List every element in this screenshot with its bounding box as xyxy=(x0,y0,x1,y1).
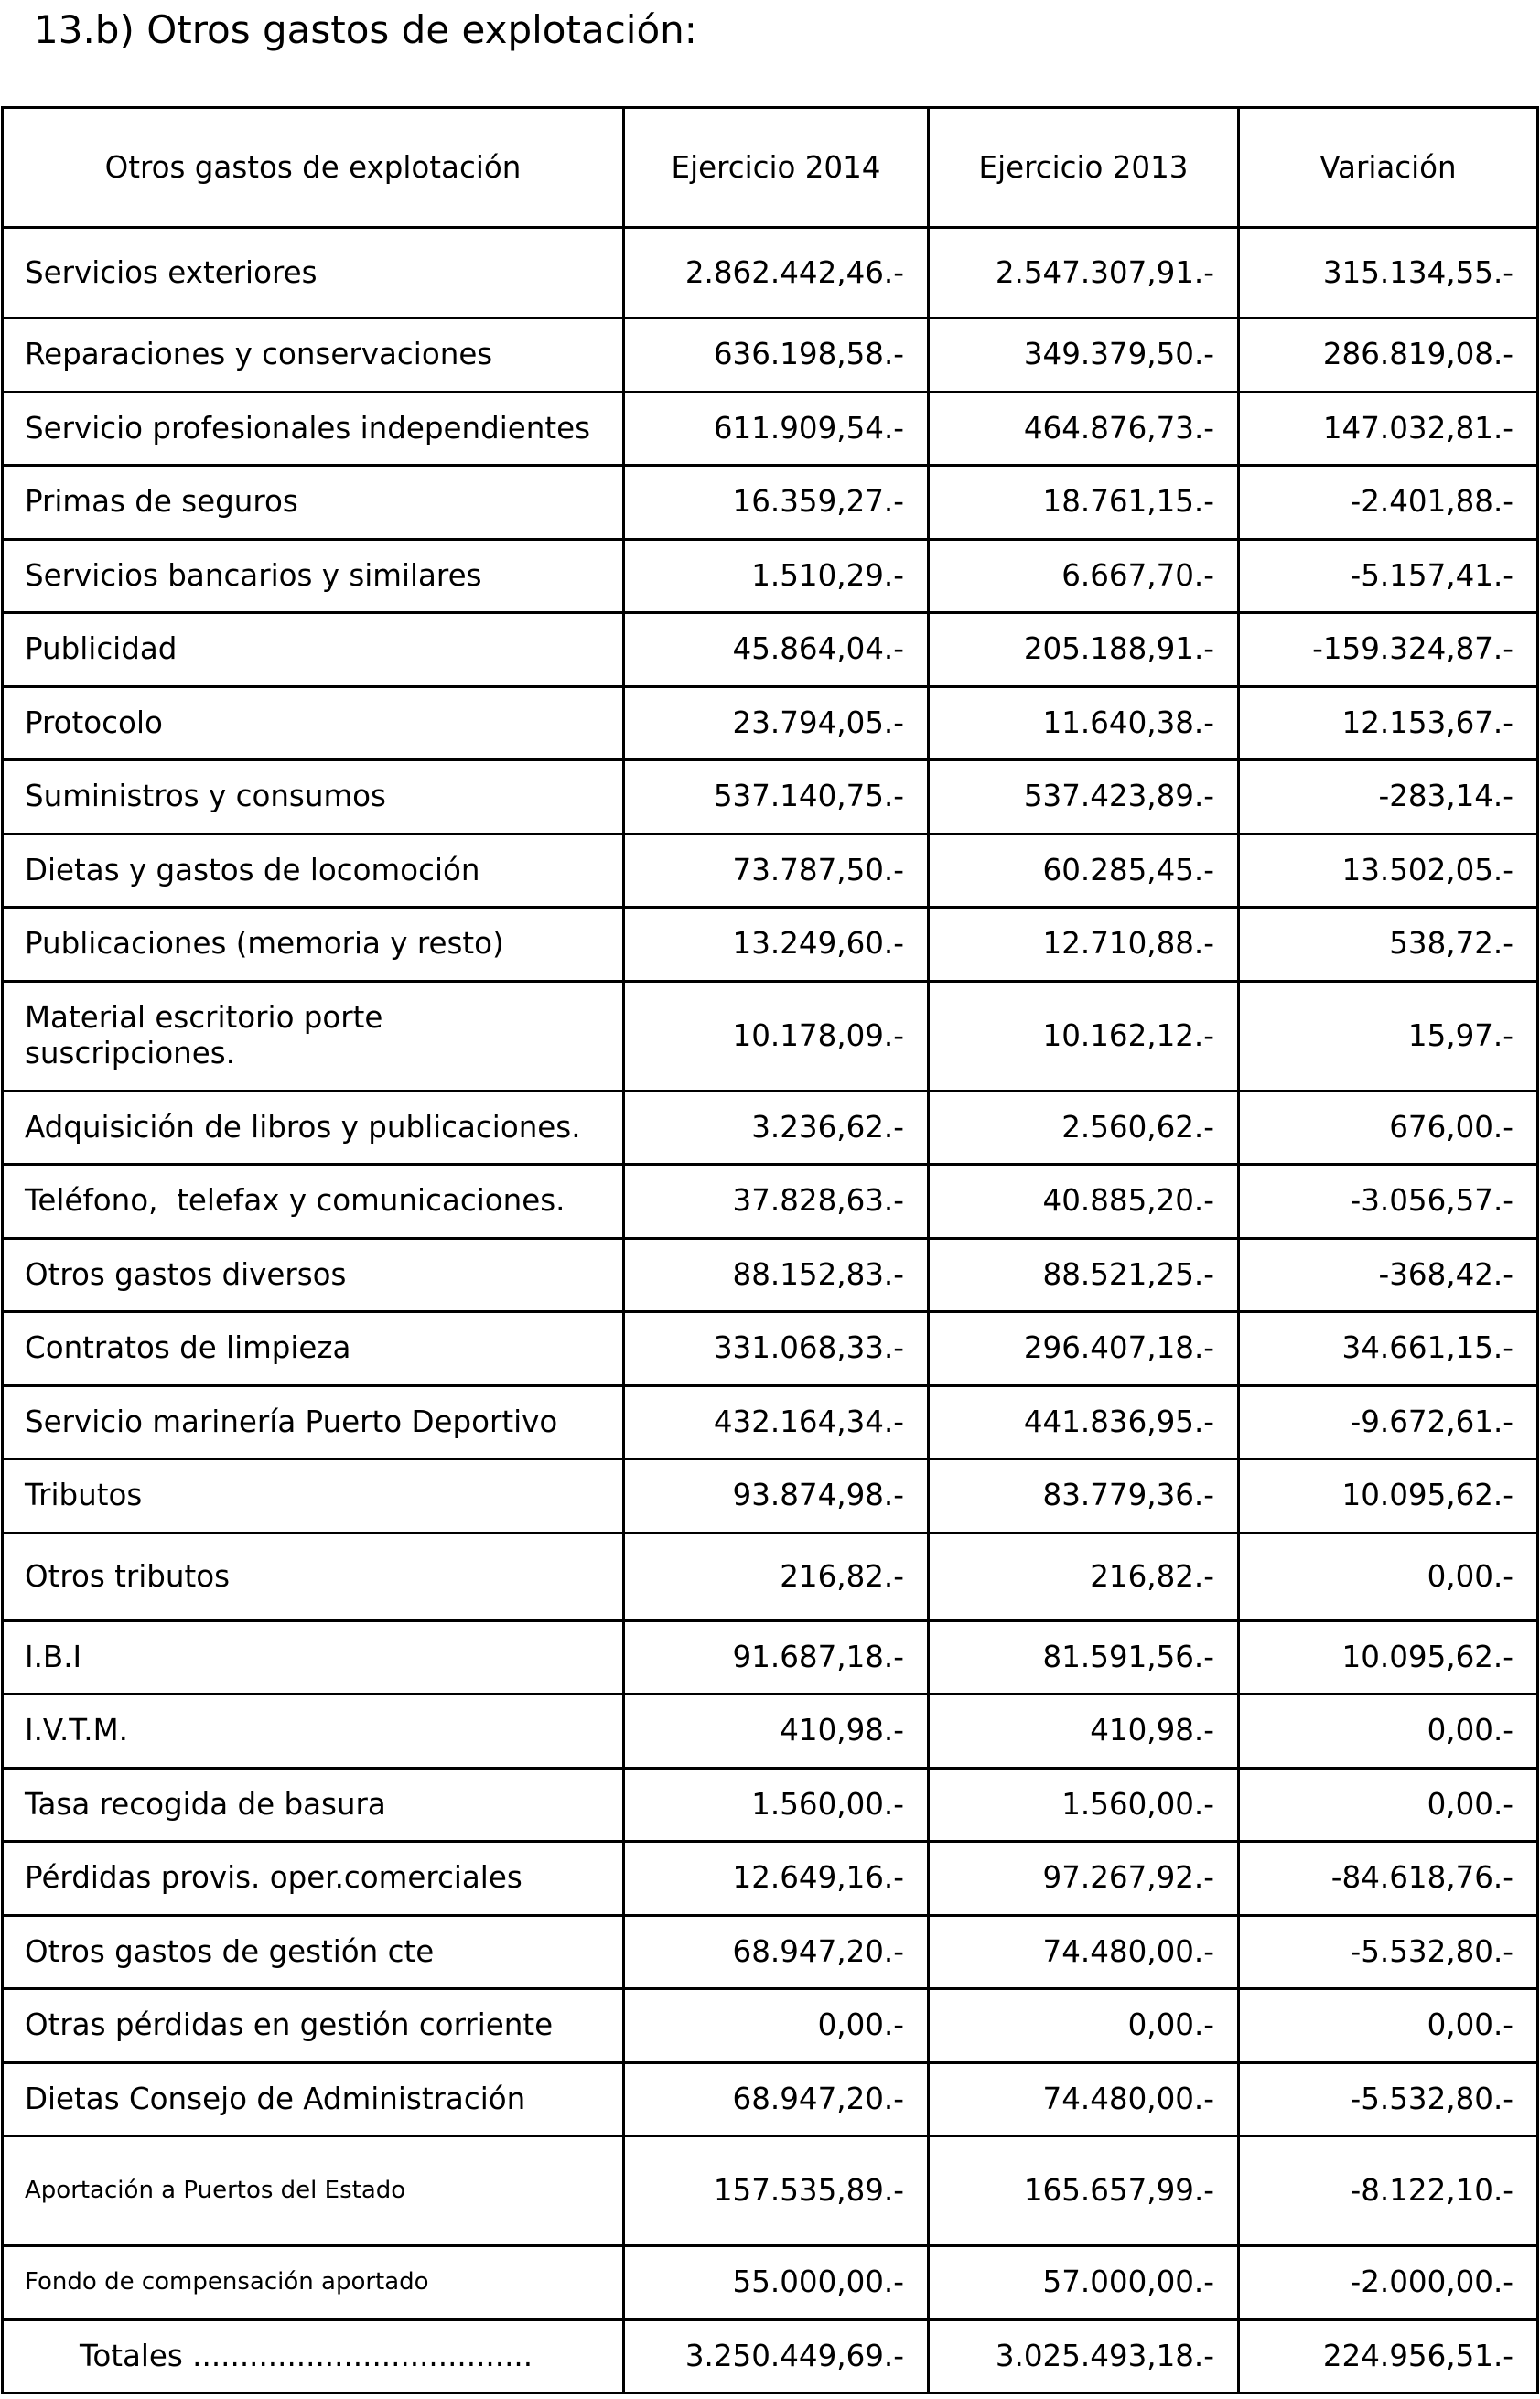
amount-2013-cell: 2.547.307,91.- xyxy=(930,229,1240,317)
expense-row xyxy=(4,835,1539,909)
expense-row xyxy=(4,983,1539,1092)
amount-2013-cell: 1.560,00.- xyxy=(930,1770,1240,1841)
amount-2014-cell: 68.947,20.- xyxy=(625,2064,930,2135)
variation-cell: -368,42.- xyxy=(1240,1240,1539,1311)
concept-cell: Suministros y consumos xyxy=(4,761,625,833)
amount-2013-cell: 349.379,50.- xyxy=(930,319,1240,391)
amount-2013-cell: 2.560,62.- xyxy=(930,1092,1240,1164)
expense-table xyxy=(1,106,1539,2394)
variation-cell: -2.401,88.- xyxy=(1240,467,1539,538)
expense-row xyxy=(4,1622,1539,1696)
concept-cell: Otros tributos xyxy=(4,1534,625,1619)
amount-2014-cell: 216,82.- xyxy=(625,1534,930,1619)
amount-2014-cell: 2.862.442,46.- xyxy=(625,229,930,317)
concept-cell: Servicios exteriores xyxy=(4,229,625,317)
concept-cell: Teléfono, telefax y comunicaciones. xyxy=(4,1166,625,1237)
amount-2014-cell: 91.687,18.- xyxy=(625,1622,930,1694)
expense-row xyxy=(4,761,1539,835)
amount-2014-cell: 410,98.- xyxy=(625,1695,930,1767)
amount-2013-cell: 11.640,38.- xyxy=(930,688,1240,759)
amount-2014-cell: 331.068,33.- xyxy=(625,1313,930,1384)
amount-2013-cell: 83.779,36.- xyxy=(930,1460,1240,1532)
concept-cell: Tasa recogida de basura xyxy=(4,1770,625,1841)
amount-2013-cell: 74.480,00.- xyxy=(930,2064,1240,2135)
variation-cell: 286.819,08.- xyxy=(1240,319,1539,391)
amount-2013-cell: 74.480,00.- xyxy=(930,1917,1240,1988)
amount-2014-cell: 73.787,50.- xyxy=(625,835,930,907)
concept-cell: Tributos xyxy=(4,1460,625,1532)
amount-2014-cell: 611.909,54.- xyxy=(625,393,930,465)
concept-cell: Dietas Consejo de Administración xyxy=(4,2064,625,2135)
amount-2013-cell: 12.710,88.- xyxy=(930,909,1240,980)
amount-2014-cell: 23.794,05.- xyxy=(625,688,930,759)
expense-row xyxy=(4,1695,1539,1770)
variation-cell: 10.095,62.- xyxy=(1240,1622,1539,1694)
table-header-row xyxy=(4,109,1539,229)
expense-row xyxy=(4,1460,1539,1534)
amount-2014-cell: 10.178,09.- xyxy=(625,983,930,1090)
totals-variation-cell: 224.956,51.- xyxy=(1240,2321,1539,2393)
amount-2014-cell: 68.947,20.- xyxy=(625,1917,930,1988)
concept-cell: Dietas y gastos de locomoción xyxy=(4,835,625,907)
amount-2013-cell: 60.285,45.- xyxy=(930,835,1240,907)
concept-cell: Material escritorio porte suscripciones. xyxy=(4,983,625,1090)
expense-row xyxy=(4,1166,1539,1240)
expense-row xyxy=(4,909,1539,983)
concept-cell: Servicios bancarios y similares xyxy=(4,541,625,612)
totals-2013-cell: 3.025.493,18.- xyxy=(930,2321,1240,2393)
expense-row xyxy=(4,229,1539,319)
variation-cell: 0,00.- xyxy=(1240,1770,1539,1841)
concept-cell: Otras pérdidas en gestión corriente xyxy=(4,1990,625,2061)
amount-2013-cell: 0,00.- xyxy=(930,1990,1240,2061)
expense-row xyxy=(4,393,1539,468)
variation-cell: 0,00.- xyxy=(1240,1695,1539,1767)
amount-2014-cell: 1.560,00.- xyxy=(625,1770,930,1841)
amount-2014-cell: 12.649,16.- xyxy=(625,1843,930,1914)
expense-row xyxy=(4,1387,1539,1461)
variation-cell: -5.532,80.- xyxy=(1240,1917,1539,1988)
expense-row xyxy=(4,1240,1539,1314)
amount-2013-cell: 10.162,12.- xyxy=(930,983,1240,1090)
variation-cell: 538,72.- xyxy=(1240,909,1539,980)
expense-row xyxy=(4,2064,1539,2138)
concept-cell: Aportación a Puertos del Estado xyxy=(4,2137,625,2244)
concept-cell: I.B.I xyxy=(4,1622,625,1694)
variation-cell: 12.153,67.- xyxy=(1240,688,1539,759)
amount-2013-cell: 165.657,99.- xyxy=(930,2137,1240,2244)
amount-2014-cell: 432.164,34.- xyxy=(625,1387,930,1458)
variation-cell: -8.122,10.- xyxy=(1240,2137,1539,2244)
amount-2013-cell: 81.591,56.- xyxy=(930,1622,1240,1694)
column-header-2014: Ejercicio 2014 xyxy=(625,109,930,226)
concept-cell: Servicio marinería Puerto Deportivo xyxy=(4,1387,625,1458)
variation-cell: -2.000,00.- xyxy=(1240,2247,1539,2318)
concept-cell: Adquisición de libros y publicaciones. xyxy=(4,1092,625,1164)
amount-2014-cell: 13.249,60.- xyxy=(625,909,930,980)
amount-2014-cell: 1.510,29.- xyxy=(625,541,930,612)
variation-cell: 147.032,81.- xyxy=(1240,393,1539,465)
amount-2014-cell: 45.864,04.- xyxy=(625,614,930,685)
variation-cell: 0,00.- xyxy=(1240,1534,1539,1619)
column-header-2013: Ejercicio 2013 xyxy=(930,109,1240,226)
expense-row xyxy=(4,1313,1539,1387)
variation-cell: -3.056,57.- xyxy=(1240,1166,1539,1237)
amount-2013-cell: 537.423,89.- xyxy=(930,761,1240,833)
amount-2014-cell: 55.000,00.- xyxy=(625,2247,930,2318)
amount-2014-cell: 157.535,89.- xyxy=(625,2137,930,2244)
amount-2013-cell: 464.876,73.- xyxy=(930,393,1240,465)
expense-row xyxy=(4,1770,1539,1844)
section-title: 13.b) Otros gastos de explotación: xyxy=(34,7,697,52)
amount-2013-cell: 216,82.- xyxy=(930,1534,1240,1619)
amount-2013-cell: 296.407,18.- xyxy=(930,1313,1240,1384)
concept-cell: Publicidad xyxy=(4,614,625,685)
variation-cell: 34.661,15.- xyxy=(1240,1313,1539,1384)
amount-2013-cell: 57.000,00.- xyxy=(930,2247,1240,2318)
variation-cell: 676,00.- xyxy=(1240,1092,1539,1164)
column-header-variation: Variación xyxy=(1240,109,1539,226)
variation-cell: 0,00.- xyxy=(1240,1990,1539,2061)
expense-row xyxy=(4,1534,1539,1622)
amount-2014-cell: 37.828,63.- xyxy=(625,1166,930,1237)
column-header-concept: Otros gastos de explotación xyxy=(4,109,625,226)
variation-cell: -84.618,76.- xyxy=(1240,1843,1539,1914)
expense-row xyxy=(4,1843,1539,1917)
amount-2013-cell: 410,98.- xyxy=(930,1695,1240,1767)
expense-row xyxy=(4,541,1539,615)
expense-row xyxy=(4,614,1539,688)
expense-row xyxy=(4,2247,1539,2321)
expense-row xyxy=(4,1990,1539,2064)
concept-cell: Contratos de limpieza xyxy=(4,1313,625,1384)
totals-row xyxy=(4,2321,1539,2395)
variation-cell: -9.672,61.- xyxy=(1240,1387,1539,1458)
concept-cell: Otros gastos diversos xyxy=(4,1240,625,1311)
concept-cell: Reparaciones y conservaciones xyxy=(4,319,625,391)
expense-row xyxy=(4,467,1539,541)
amount-2013-cell: 205.188,91.- xyxy=(930,614,1240,685)
amount-2013-cell: 40.885,20.- xyxy=(930,1166,1240,1237)
amount-2014-cell: 636.198,58.- xyxy=(625,319,930,391)
amount-2014-cell: 93.874,98.- xyxy=(625,1460,930,1532)
amount-2014-cell: 0,00.- xyxy=(625,1990,930,2061)
amount-2013-cell: 18.761,15.- xyxy=(930,467,1240,538)
amount-2014-cell: 537.140,75.- xyxy=(625,761,930,833)
concept-cell: Primas de seguros xyxy=(4,467,625,538)
totals-label: Totales .................................... xyxy=(4,2321,625,2393)
variation-cell: 15,97.- xyxy=(1240,983,1539,1090)
amount-2014-cell: 88.152,83.- xyxy=(625,1240,930,1311)
concept-cell: Publicaciones (memoria y resto) xyxy=(4,909,625,980)
amount-2013-cell: 97.267,92.- xyxy=(930,1843,1240,1914)
concept-cell: I.V.T.M. xyxy=(4,1695,625,1767)
concept-cell: Servicio profesionales independientes xyxy=(4,393,625,465)
expense-row xyxy=(4,1092,1539,1167)
variation-cell: 10.095,62.- xyxy=(1240,1460,1539,1532)
amount-2013-cell: 441.836,95.- xyxy=(930,1387,1240,1458)
concept-cell: Pérdidas provis. oper.comerciales xyxy=(4,1843,625,1914)
totals-2014-cell: 3.250.449,69.- xyxy=(625,2321,930,2393)
variation-cell: -159.324,87.- xyxy=(1240,614,1539,685)
expense-row xyxy=(4,2137,1539,2247)
variation-cell: 13.502,05.- xyxy=(1240,835,1539,907)
expense-row xyxy=(4,319,1539,393)
amount-2013-cell: 88.521,25.- xyxy=(930,1240,1240,1311)
concept-cell: Otros gastos de gestión cte xyxy=(4,1917,625,1988)
amount-2014-cell: 16.359,27.- xyxy=(625,467,930,538)
concept-cell: Fondo de compensación aportado xyxy=(4,2247,625,2318)
variation-cell: 315.134,55.- xyxy=(1240,229,1539,317)
concept-cell: Protocolo xyxy=(4,688,625,759)
expense-row xyxy=(4,688,1539,762)
amount-2014-cell: 3.236,62.- xyxy=(625,1092,930,1164)
variation-cell: -5.532,80.- xyxy=(1240,2064,1539,2135)
expense-row xyxy=(4,1917,1539,1991)
variation-cell: -283,14.- xyxy=(1240,761,1539,833)
amount-2013-cell: 6.667,70.- xyxy=(930,541,1240,612)
variation-cell: -5.157,41.- xyxy=(1240,541,1539,612)
